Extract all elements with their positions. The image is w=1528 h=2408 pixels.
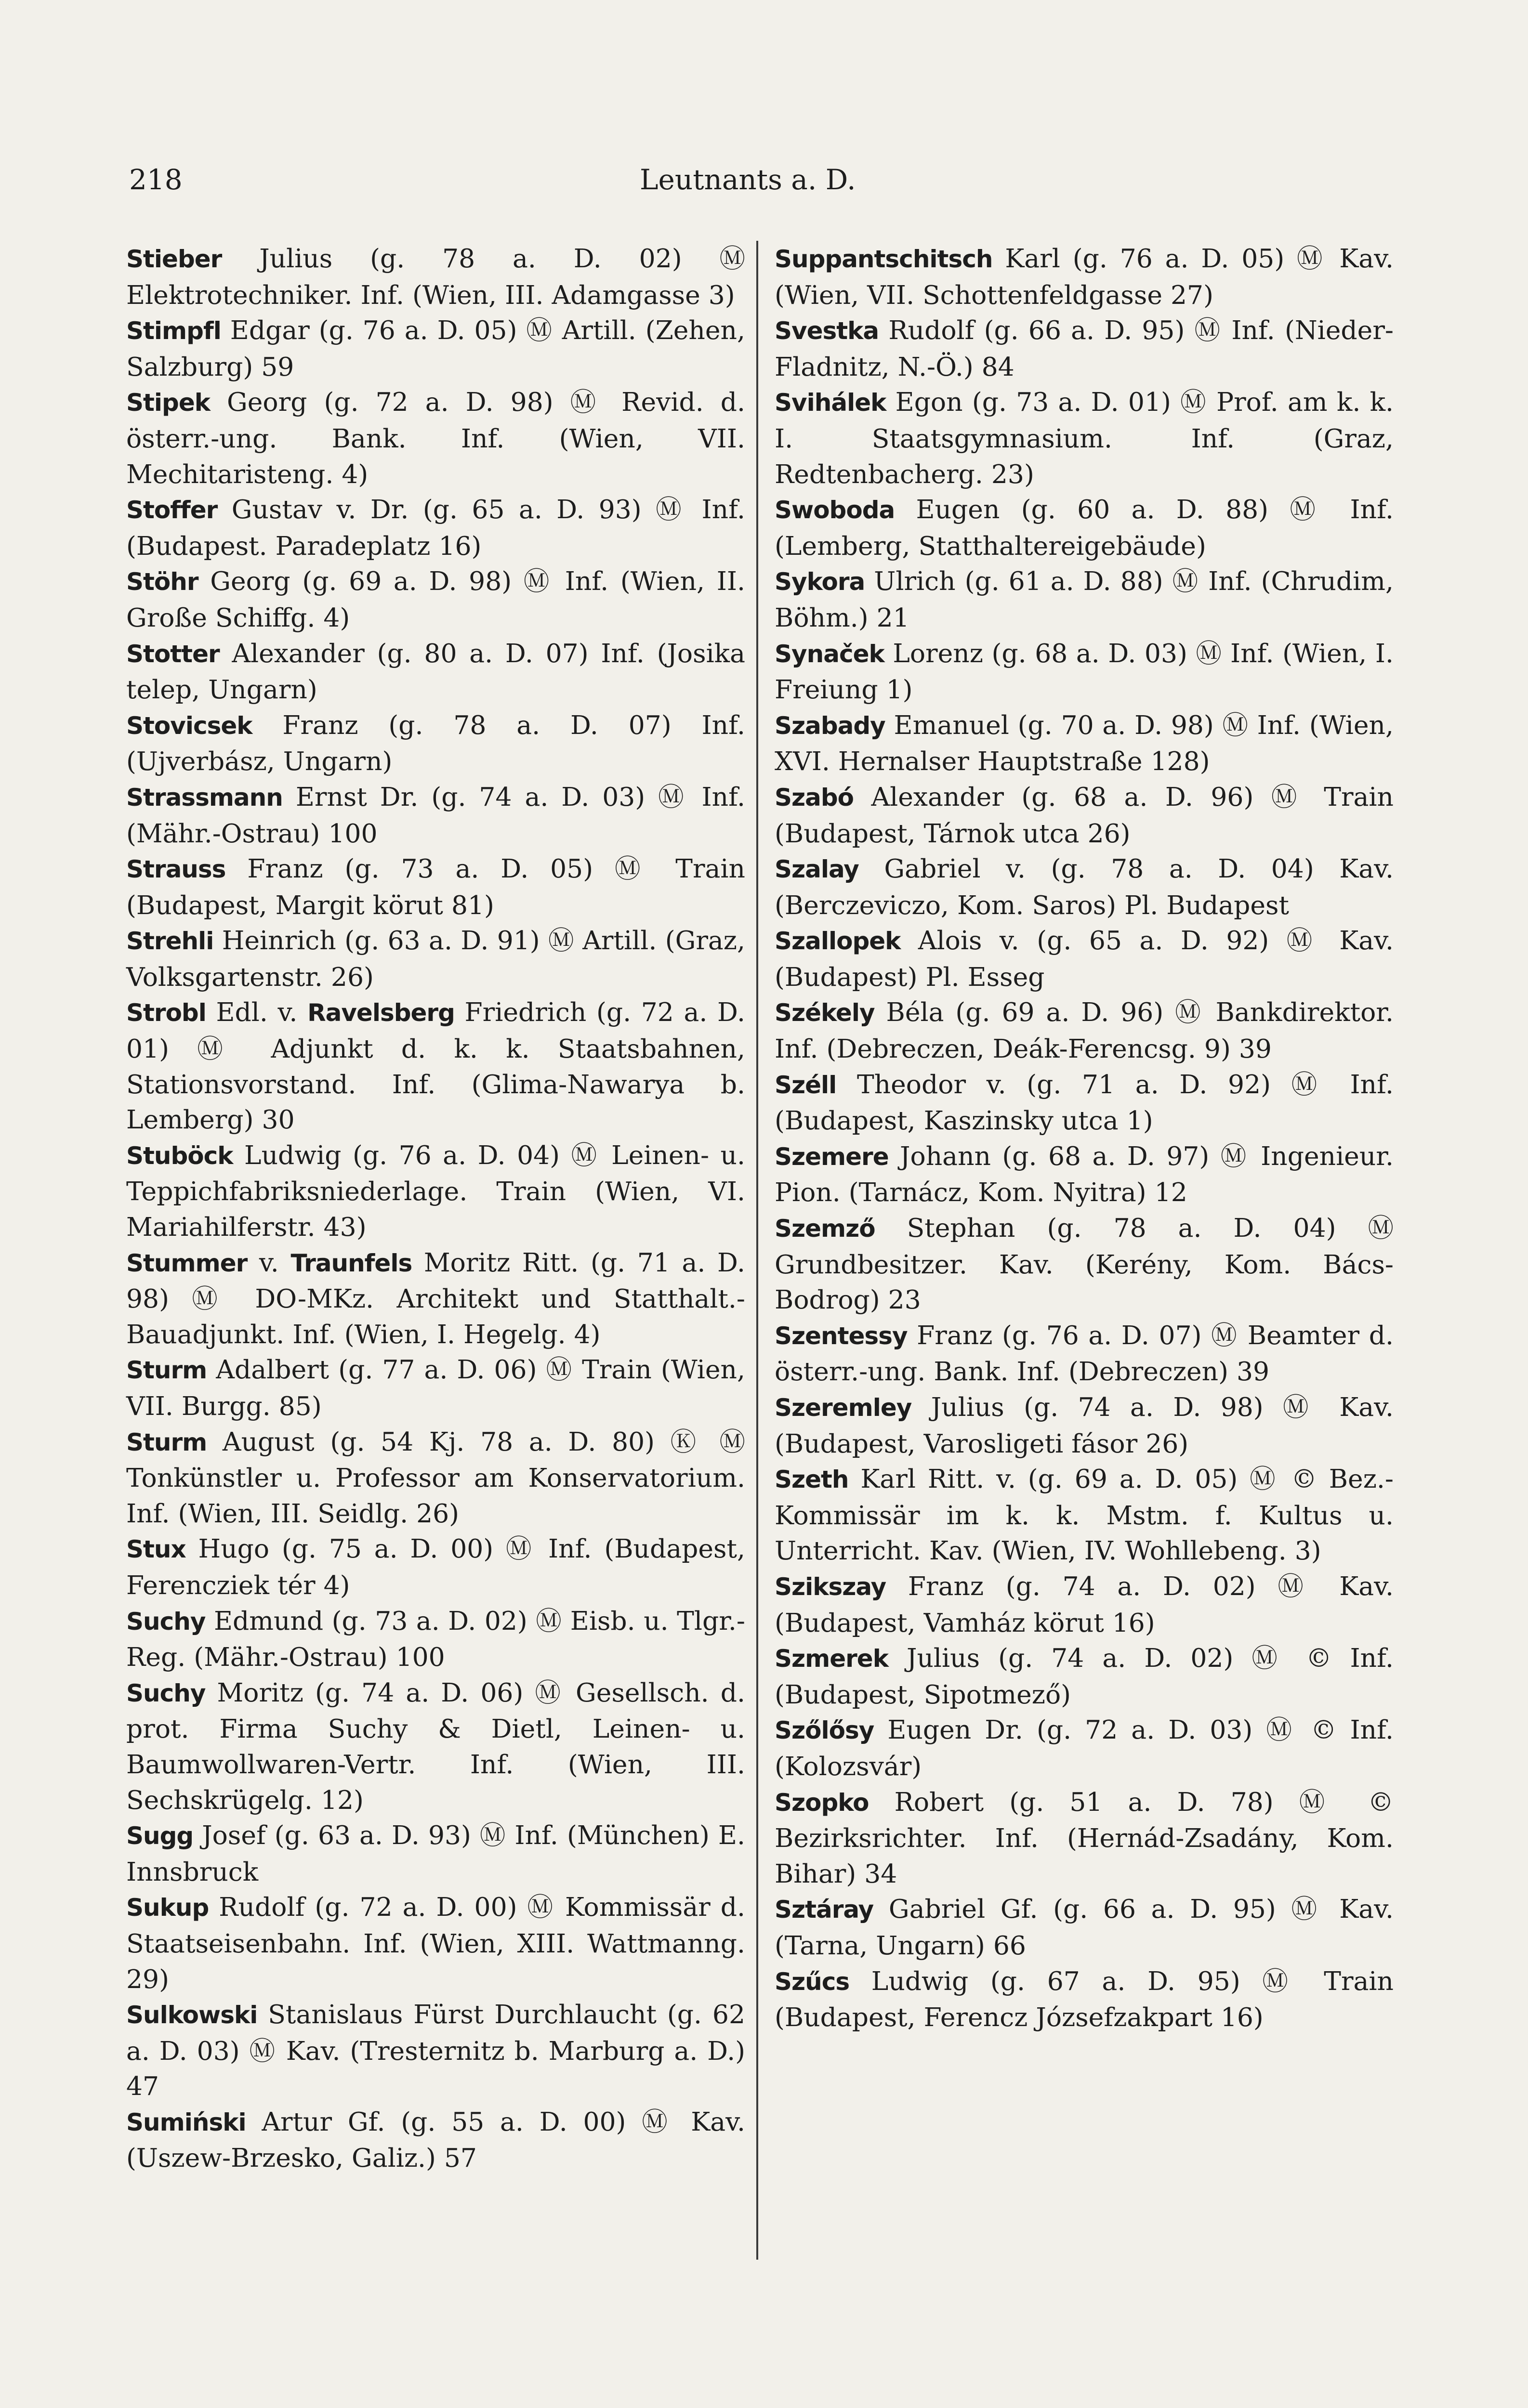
left-column xyxy=(126,241,745,2176)
entry-surname: Strobl xyxy=(126,999,206,1027)
entry-surname: Sugg xyxy=(126,1822,194,1850)
entry-details: Gabriel Gf. (g. 66 a. D. 95) Ⓜ Kav. (Tarna, Ungarn) 66 xyxy=(775,1894,1394,1961)
entry-details: Adalbert (g. 77 a. D. 06) Ⓜ Train (Wien, VII. Burgg. 85) xyxy=(126,1354,745,1421)
directory-entry xyxy=(775,384,1394,492)
entry-details: Alois v. (g. 65 a. D. 92) Ⓜ Kav. (Budapest) Pl. Esseg xyxy=(775,925,1394,992)
entry-details: Gabriel v. (g. 78 a. D. 04) Kav. (Berczeviczo, Kom. Saros) Pl. Budapest xyxy=(775,853,1394,920)
entry-details: v. xyxy=(247,1247,291,1278)
entry-details: Ernst Dr. (g. 74 a. D. 03) Ⓜ Inf. (Mähr.-Ostrau) 100 xyxy=(126,781,745,849)
entry-details-extra: Moritz Ritt. (g. 71 a. D. 98) Ⓜ DO-MKz. Architekt und Statthalt.-Bauadjunkt. Inf. (Wien, I. Hegelg. 4) xyxy=(126,1247,745,1349)
entry-details-extra: Friedrich (g. 72 a. D. 01) Ⓜ Adjunkt d. k. k. Staatsbahnen, Stationsvorstand. Inf. (Glima-Nawarya b. Lemberg) 30 xyxy=(126,997,745,1135)
directory-entry xyxy=(126,241,745,313)
entry-details: Artur Gf. (g. 55 a. D. 00) Ⓜ Kav. (Uszew-Brzesko, Galiz.) 57 xyxy=(126,2106,745,2173)
entry-surname: Szeremley xyxy=(775,1394,912,1422)
entry-surname: Sukup xyxy=(126,1894,209,1922)
entry-surname: Suchy xyxy=(126,1607,206,1636)
entry-surname: Stoffer xyxy=(126,496,218,524)
directory-entry xyxy=(775,1067,1394,1139)
entry-surname: Stuböck xyxy=(126,1141,233,1170)
directory-entry xyxy=(126,707,745,779)
entry-details: Karl Ritt. v. (g. 69 a. D. 05) Ⓜ © Bez.-Kommissär im k. k. Mstm. f. Kultus u. Unterricht. Kav. (Wien, IV. Wohllebeng. 3) xyxy=(775,1464,1394,1566)
entry-surname: Strassmann xyxy=(126,783,283,811)
directory-entry xyxy=(775,563,1394,635)
entry-details: Alexander (g. 80 a. D. 07) Inf. (Josika telep, Ungarn) xyxy=(126,638,745,705)
entry-details: Edgar (g. 76 a. D. 05) Ⓜ Artill. (Zehen, Salzburg) 59 xyxy=(126,315,745,382)
entry-details: Julius (g. 74 a. D. 02) Ⓜ © Inf. (Budapest, Sipotmező) xyxy=(775,1643,1394,1710)
entry-details: Gustav v. Dr. (g. 65 a. D. 93) Ⓜ Inf. (Budapest. Paradeplatz 16) xyxy=(126,494,745,561)
directory-entry xyxy=(126,1138,745,1245)
entry-details: Franz (g. 74 a. D. 02) Ⓜ Kav. (Budapest, Vamház körut 16) xyxy=(775,1570,1394,1638)
entry-surname: Sumiński xyxy=(126,2108,246,2136)
directory-entry xyxy=(126,1603,745,1675)
entry-details: Julius (g. 78 a. D. 02) Ⓜ Elektrotechniker. Inf. (Wien, III. Adamgasse 3) xyxy=(126,243,745,310)
entry-details: Hugo (g. 75 a. D. 00) Ⓜ Inf. (Budapest, Ferencziek tér 4) xyxy=(126,1533,745,1600)
entry-details: Stephan (g. 78 a. D. 04) Ⓜ Grundbesitzer. Kav. (Kerény, Kom. Bács-Bodrog) 23 xyxy=(775,1213,1394,1315)
entry-details: Heinrich (g. 63 a. D. 91) Ⓜ Artill. (Graz, Volksgartenstr. 26) xyxy=(126,925,745,992)
directory-entry xyxy=(775,1784,1394,1892)
entry-surname: Szemere xyxy=(775,1142,889,1171)
running-title: Leutnants a. D. xyxy=(640,163,856,196)
directory-entry xyxy=(126,492,745,563)
entry-details: Ludwig (g. 67 a. D. 95) Ⓜ Train (Budapest, Ferencz Józsefzakpart 16) xyxy=(775,1965,1394,2033)
directory-entry xyxy=(775,1640,1394,1712)
entry-details: Georg (g. 72 a. D. 98) Ⓜ Revid. d. österr.-ung. Bank. Inf. (Wien, VII. Mechitaristeng. 4) xyxy=(126,387,745,489)
entry-details: Béla (g. 69 a. D. 96) Ⓜ Bankdirektor. Inf. (Debreczen, Deák-Ferencsg. 9) 39 xyxy=(775,997,1394,1064)
entry-surname: Synaček xyxy=(775,640,884,668)
entry-details: Stanislaus Fürst Durchlaucht (g. 62 a. D. 03) Ⓜ Kav. (Tresternitz b. Marburg a. D.) 47 xyxy=(126,1999,745,2102)
entry-details: Emanuel (g. 70 a. D. 98) Ⓜ Inf. (Wien, XVI. Hernalser Hauptstraße 128) xyxy=(775,709,1394,777)
entry-surname: Sykora xyxy=(775,568,865,596)
page-header xyxy=(129,158,909,201)
entry-surname: Szeth xyxy=(775,1466,849,1494)
entry-details: Alexander (g. 68 a. D. 96) Ⓜ Train (Budapest, Tárnok utca 26) xyxy=(775,781,1394,849)
directory-entry xyxy=(775,1139,1394,1210)
directory-entry xyxy=(775,636,1394,707)
entry-surname: Sztáray xyxy=(775,1896,874,1924)
directory-entry xyxy=(775,923,1394,995)
entry-details: Egon (g. 73 a. D. 01) Ⓜ Prof. am k. k. I. Staatsgymnasium. Inf. (Graz, Redtenbacherg. 23) xyxy=(775,387,1394,489)
entry-details: Eugen (g. 60 a. D. 88) Ⓜ Inf. (Lemberg, Statthaltereigebäude) xyxy=(775,494,1394,561)
directory-entry xyxy=(775,995,1394,1066)
entry-details: Josef (g. 63 a. D. 93) Ⓜ Inf. (München) E. Innsbruck xyxy=(126,1820,745,1887)
entry-surname: Stux xyxy=(126,1535,186,1564)
entry-surname: Strauss xyxy=(126,855,226,884)
directory-entry xyxy=(775,779,1394,851)
right-column xyxy=(775,241,1394,2035)
directory-entry xyxy=(126,1245,745,1352)
entry-details: Georg (g. 69 a. D. 98) Ⓜ Inf. (Wien, II. Große Schiffg. 4) xyxy=(126,566,745,633)
directory-entry xyxy=(126,1997,745,2104)
entry-surname: Szemző xyxy=(775,1215,875,1243)
entry-surname: Szallopek xyxy=(775,927,901,955)
entry-details: Franz (g. 78 a. D. 07) Inf. (Ujverbász, Ungarn) xyxy=(126,709,745,777)
directory-entry xyxy=(775,1318,1394,1389)
entry-surname: Sturm xyxy=(126,1428,207,1456)
directory-entry xyxy=(126,1889,745,1997)
entry-details: Ulrich (g. 61 a. D. 88) Ⓜ Inf. (Chrudim, Böhm.) 21 xyxy=(775,566,1394,633)
entry-surname: Szőlősy xyxy=(775,1716,874,1745)
entry-details: Robert (g. 51 a. D. 78) Ⓜ © Bezirksrichter. Inf. (Hernád-Zsadány, Kom. Bihar) 34 xyxy=(775,1786,1394,1889)
directory-entry xyxy=(775,241,1394,313)
directory-entry xyxy=(775,1461,1394,1569)
entry-surname: Széll xyxy=(775,1071,837,1099)
directory-entry xyxy=(126,563,745,635)
entry-surname: Svihálek xyxy=(775,389,886,417)
entry-surname: Stovicsek xyxy=(126,711,252,740)
entry-surname: Sturm xyxy=(126,1356,207,1385)
entry-surname: Svestka xyxy=(775,317,879,345)
page-number: 218 xyxy=(129,163,183,196)
entry-surname: Szopko xyxy=(775,1788,869,1817)
entry-surname: Stöhr xyxy=(126,568,198,596)
entry-surname: Szentessy xyxy=(775,1322,908,1350)
directory-entry xyxy=(126,851,745,923)
entry-details: Karl (g. 76 a. D. 05) Ⓜ Kav. (Wien, VII. Schottenfeldgasse 27) xyxy=(775,243,1394,310)
directory-entry xyxy=(126,923,745,995)
directory-entry xyxy=(775,1389,1394,1461)
directory-entry xyxy=(126,384,745,492)
directory-entry xyxy=(775,1210,1394,1318)
entry-surname: Swoboda xyxy=(775,496,895,524)
column-divider xyxy=(756,241,758,2260)
entry-surname: Szűcs xyxy=(775,1967,850,1996)
directory-entry xyxy=(126,779,745,851)
entry-surname: Stieber xyxy=(126,245,222,273)
entry-surname-extra: Ravelsberg xyxy=(307,999,455,1027)
directory-entry xyxy=(775,1891,1394,1963)
entry-surname-extra: Traunfels xyxy=(290,1249,412,1277)
entry-surname: Stummer xyxy=(126,1249,248,1277)
entry-surname: Szabady xyxy=(775,711,885,740)
directory-entry xyxy=(775,1569,1394,1640)
entry-surname: Suchy xyxy=(126,1679,206,1707)
directory-entry xyxy=(775,1963,1394,2035)
entry-surname: Székely xyxy=(775,999,875,1027)
entry-surname: Szalay xyxy=(775,855,859,884)
entry-details: Franz (g. 73 a. D. 05) Ⓜ Train (Budapest, Margit körut 81) xyxy=(126,853,745,920)
entry-surname: Suppantschitsch xyxy=(775,245,993,273)
entry-details: August (g. 54 Kj. 78 a. D. 80) Ⓚ Ⓜ Tonkünstler u. Professor am Konservatorium. Inf. (Wien, III. Seidlg. 26) xyxy=(126,1426,745,1529)
directory-entry xyxy=(126,2104,745,2176)
directory-entry xyxy=(126,1531,745,1603)
directory-entry xyxy=(126,1352,745,1424)
entry-details: Johann (g. 68 a. D. 97) Ⓜ Ingenieur. Pion. (Tarnácz, Kom. Nyitra) 12 xyxy=(775,1140,1394,1208)
directory-entry xyxy=(775,851,1394,923)
directory-entry xyxy=(126,313,745,384)
entry-surname: Stipek xyxy=(126,389,211,417)
entry-surname: Szabó xyxy=(775,783,854,811)
entry-details: Lorenz (g. 68 a. D. 03) Ⓜ Inf. (Wien, I. Freiung 1) xyxy=(775,638,1394,705)
entry-surname: Stimpfl xyxy=(126,317,221,345)
entry-details: Eugen Dr. (g. 72 a. D. 03) Ⓜ © Inf. (Kolozsvár) xyxy=(775,1714,1394,1781)
entry-details: Edmund (g. 73 a. D. 02) Ⓜ Eisb. u. Tlgr.-Reg. (Mähr.-Ostrau) 100 xyxy=(126,1605,745,1673)
entry-details: Julius (g. 74 a. D. 98) Ⓜ Kav. (Budapest, Varosligeti fásor 26) xyxy=(775,1392,1394,1459)
entry-details: Theodor v. (g. 71 a. D. 92) Ⓜ Inf. (Budapest, Kaszinsky utca 1) xyxy=(775,1069,1394,1136)
directory-entry xyxy=(126,1675,745,1818)
entry-details: Rudolf (g. 66 a. D. 95) Ⓜ Inf. (Nieder-Fladnitz, N.-Ö.) 84 xyxy=(775,315,1394,382)
directory-entry xyxy=(775,492,1394,563)
entry-surname: Szmerek xyxy=(775,1645,888,1673)
entry-details: Ludwig (g. 76 a. D. 04) Ⓜ Leinen- u. Teppichfabriksniederlage. Train (Wien, VI. Mariahilferstr. 43) xyxy=(126,1139,745,1243)
entry-details: Rudolf (g. 72 a. D. 00) Ⓜ Kommissär d. Staatseisenbahn. Inf. (Wien, XIII. Wattmanng. 29) xyxy=(126,1892,745,1994)
entry-surname: Strehli xyxy=(126,927,214,955)
directory-entry xyxy=(126,1424,745,1531)
entry-surname: Szikszay xyxy=(775,1572,886,1601)
directory-entry xyxy=(126,636,745,707)
directory-entry xyxy=(126,1818,745,1889)
directory-entry xyxy=(126,995,745,1137)
directory-entry xyxy=(775,1712,1394,1784)
entry-surname: Sulkowski xyxy=(126,2001,258,2029)
entry-details: Franz (g. 76 a. D. 07) Ⓜ Beamter d. österr.-ung. Bank. Inf. (Debreczen) 39 xyxy=(775,1320,1394,1387)
directory-entry xyxy=(775,707,1394,779)
entry-details: Edl. v. xyxy=(206,997,308,1028)
entry-surname: Stotter xyxy=(126,640,220,668)
directory-entry xyxy=(775,313,1394,384)
entry-details: Moritz (g. 74 a. D. 06) Ⓜ Gesellsch. d. prot. Firma Suchy & Dietl, Leinen- u. Baumwollwaren-Vertr. Inf. (Wien, III. Sechskrügelg. 12) xyxy=(126,1677,745,1815)
